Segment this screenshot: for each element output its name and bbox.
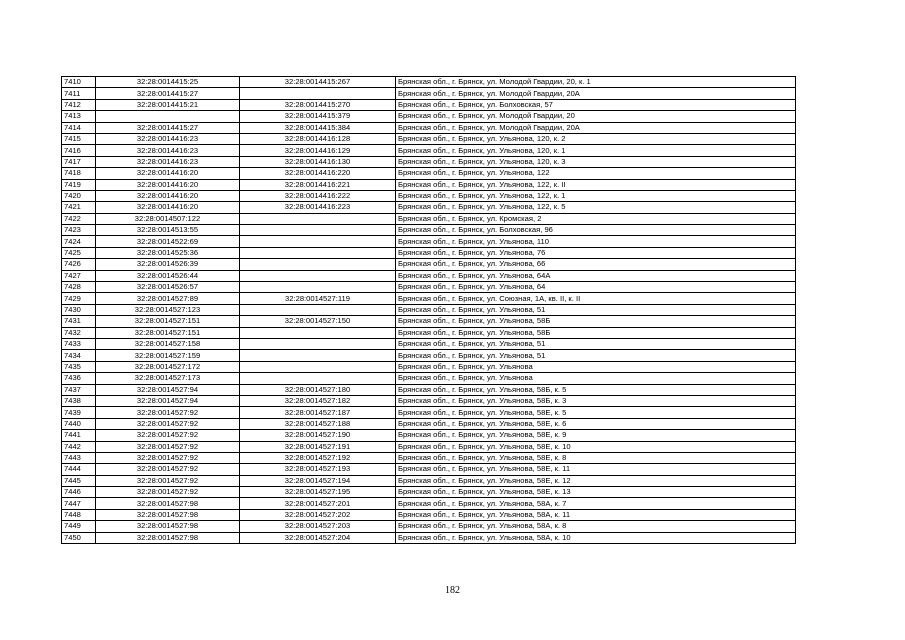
object-cadastral-number-cell: 32:28:0014527:192 xyxy=(240,452,396,463)
object-cadastral-number-cell: 32:28:0014416:129 xyxy=(240,145,396,156)
object-cadastral-number-cell: 32:28:0014527:191 xyxy=(240,441,396,452)
cadastral-number-cell: 32:28:0014527:92 xyxy=(96,441,240,452)
address-cell: Брянская обл., г. Брянск, ул. Ульянова xyxy=(396,361,796,372)
row-number-cell: 7417 xyxy=(62,156,96,167)
row-number-cell: 7418 xyxy=(62,168,96,179)
address-cell: Брянская обл., г. Брянск, ул. Ульянова, 64 xyxy=(396,282,796,293)
address-cell: Брянская обл., г. Брянск, ул. Молодой Гвардии, 20 xyxy=(396,111,796,122)
row-number-cell: 7444 xyxy=(62,464,96,475)
row-number-cell: 7412 xyxy=(62,99,96,110)
table-row xyxy=(62,475,796,486)
row-number-cell: 7423 xyxy=(62,225,96,236)
row-number-cell: 7436 xyxy=(62,373,96,384)
address-cell: Брянская обл., г. Брянск, ул. Ульянова, 58Е, к. 10 xyxy=(396,441,796,452)
object-cadastral-number-cell xyxy=(240,304,396,315)
row-number-cell: 7424 xyxy=(62,236,96,247)
cadastral-number-cell: 32:28:0014527:92 xyxy=(96,487,240,498)
cadastral-number-cell: 32:28:0014415:25 xyxy=(96,77,240,88)
table-row xyxy=(62,327,796,338)
address-cell: Брянская обл., г. Брянск, ул. Ульянова, 58Е, к. 12 xyxy=(396,475,796,486)
cadastral-number-cell: 32:28:0014527:92 xyxy=(96,475,240,486)
cadastral-number-cell: 32:28:0014526:57 xyxy=(96,282,240,293)
table-row xyxy=(62,190,796,201)
address-cell: Брянская обл., г. Брянск, ул. Ульянова, 58Б, к. 3 xyxy=(396,395,796,406)
object-cadastral-number-cell: 32:28:0014416:222 xyxy=(240,190,396,201)
cadastral-number-cell: 32:28:0014527:173 xyxy=(96,373,240,384)
address-cell: Брянская обл., г. Брянск, ул. Молодой Гвардии, 20А xyxy=(396,88,796,99)
cadastral-number-cell: 32:28:0014527:89 xyxy=(96,293,240,304)
cadastral-number-cell: 32:28:0014415:21 xyxy=(96,99,240,110)
table-row xyxy=(62,338,796,349)
address-cell: Брянская обл., г. Брянск, ул. Молодой Гвардии, 20, к. 1 xyxy=(396,77,796,88)
address-cell: Брянская обл., г. Брянск, ул. Ульянова, 51 xyxy=(396,350,796,361)
object-cadastral-number-cell: 32:28:0014416:223 xyxy=(240,202,396,213)
row-number-cell: 7450 xyxy=(62,532,96,543)
table-row xyxy=(62,532,796,543)
row-number-cell: 7433 xyxy=(62,338,96,349)
row-number-cell: 7442 xyxy=(62,441,96,452)
address-cell: Брянская обл., г. Брянск, ул. Болховская, 96 xyxy=(396,225,796,236)
cadastral-number-cell: 32:28:0014526:44 xyxy=(96,270,240,281)
address-cell: Брянская обл., г. Брянск, ул. Ульянова, 58Б xyxy=(396,327,796,338)
table-row xyxy=(62,145,796,156)
address-cell: Брянская обл., г. Брянск, ул. Ульянова, 76 xyxy=(396,247,796,258)
row-number-cell: 7426 xyxy=(62,259,96,270)
cadastral-number-cell: 32:28:0014527:94 xyxy=(96,384,240,395)
address-cell: Брянская обл., г. Брянск, ул. Ульянова, 51 xyxy=(396,338,796,349)
table-row xyxy=(62,247,796,258)
object-cadastral-number-cell: 32:28:0014527:195 xyxy=(240,487,396,498)
address-cell: Брянская обл., г. Брянск, ул. Ульянова, 58Е, к. 9 xyxy=(396,430,796,441)
object-cadastral-number-cell xyxy=(240,270,396,281)
row-number-cell: 7410 xyxy=(62,77,96,88)
cadastral-number-cell: 32:28:0014527:92 xyxy=(96,464,240,475)
table-row xyxy=(62,521,796,532)
table-row xyxy=(62,441,796,452)
cadastral-number-cell: 32:28:0014416:20 xyxy=(96,168,240,179)
registry-table xyxy=(61,76,796,544)
table-row xyxy=(62,395,796,406)
row-number-cell: 7441 xyxy=(62,430,96,441)
object-cadastral-number-cell: 32:28:0014416:221 xyxy=(240,179,396,190)
address-cell: Брянская обл., г. Брянск, ул. Молодой Гвардии, 20А xyxy=(396,122,796,133)
table-row xyxy=(62,430,796,441)
cadastral-number-cell: 32:28:0014527:98 xyxy=(96,509,240,520)
object-cadastral-number-cell xyxy=(240,213,396,224)
address-cell: Брянская обл., г. Брянск, ул. Болховская, 57 xyxy=(396,99,796,110)
row-number-cell: 7439 xyxy=(62,407,96,418)
cadastral-number-cell: 32:28:0014526:39 xyxy=(96,259,240,270)
row-number-cell: 7445 xyxy=(62,475,96,486)
table-row xyxy=(62,236,796,247)
address-cell: Брянская обл., г. Брянск, ул. Ульянова, 122, к. 1 xyxy=(396,190,796,201)
row-number-cell: 7432 xyxy=(62,327,96,338)
cadastral-number-cell: 32:28:0014416:20 xyxy=(96,202,240,213)
object-cadastral-number-cell xyxy=(240,327,396,338)
row-number-cell: 7438 xyxy=(62,395,96,406)
address-cell: Брянская обл., г. Брянск, ул. Ульянова, 122, к. 5 xyxy=(396,202,796,213)
object-cadastral-number-cell: 32:28:0014527:119 xyxy=(240,293,396,304)
table-row xyxy=(62,202,796,213)
table-row xyxy=(62,316,796,327)
address-cell: Брянская обл., г. Брянск, ул. Ульянова, 58А, к. 10 xyxy=(396,532,796,543)
row-number-cell: 7447 xyxy=(62,498,96,509)
table-row xyxy=(62,99,796,110)
row-number-cell: 7437 xyxy=(62,384,96,395)
row-number-cell: 7427 xyxy=(62,270,96,281)
address-cell: Брянская обл., г. Брянск, ул. Союзная, 1А, кв. II, к. II xyxy=(396,293,796,304)
table-row xyxy=(62,350,796,361)
row-number-cell: 7448 xyxy=(62,509,96,520)
object-cadastral-number-cell: 32:28:0014527:150 xyxy=(240,316,396,327)
address-cell: Брянская обл., г. Брянск, ул. Ульянова, 64А xyxy=(396,270,796,281)
table-row xyxy=(62,418,796,429)
cadastral-number-cell: 32:28:0014527:98 xyxy=(96,532,240,543)
cadastral-number-cell: 32:28:0014527:159 xyxy=(96,350,240,361)
address-cell: Брянская обл., г. Брянск, ул. Ульянова, 58Е, к. 5 xyxy=(396,407,796,418)
table-row xyxy=(62,111,796,122)
cadastral-number-cell: 32:28:0014527:98 xyxy=(96,521,240,532)
cadastral-number-cell: 32:28:0014527:123 xyxy=(96,304,240,315)
address-cell: Брянская обл., г. Брянск, ул. Ульянова, 122 xyxy=(396,168,796,179)
address-cell: Брянская обл., г. Брянск, ул. Ульянова, 51 xyxy=(396,304,796,315)
address-cell: Брянская обл., г. Брянск, ул. Ульянова, 58А, к. 8 xyxy=(396,521,796,532)
address-cell: Брянская обл., г. Брянск, ул. Ульянова, 120, к. 1 xyxy=(396,145,796,156)
table-row xyxy=(62,498,796,509)
address-cell: Брянская обл., г. Брянск, ул. Ульянова, 58А, к. 11 xyxy=(396,509,796,520)
cadastral-number-cell: 32:28:0014416:23 xyxy=(96,145,240,156)
table-row xyxy=(62,88,796,99)
object-cadastral-number-cell: 32:28:0014527:187 xyxy=(240,407,396,418)
address-cell: Брянская обл., г. Брянск, ул. Ульянова, 66 xyxy=(396,259,796,270)
table-row xyxy=(62,168,796,179)
cadastral-number-cell: 32:28:0014527:92 xyxy=(96,430,240,441)
row-number-cell: 7416 xyxy=(62,145,96,156)
cadastral-number-cell: 32:28:0014416:23 xyxy=(96,156,240,167)
address-cell: Брянская обл., г. Брянск, ул. Ульянова, 58Б, к. 5 xyxy=(396,384,796,395)
row-number-cell: 7414 xyxy=(62,122,96,133)
address-cell: Брянская обл., г. Брянск, ул. Ульянова xyxy=(396,373,796,384)
object-cadastral-number-cell: 32:28:0014527:203 xyxy=(240,521,396,532)
object-cadastral-number-cell xyxy=(240,236,396,247)
address-cell: Брянская обл., г. Брянск, ул. Ульянова, 120, к. 3 xyxy=(396,156,796,167)
table-row xyxy=(62,464,796,475)
row-number-cell: 7425 xyxy=(62,247,96,258)
table-row xyxy=(62,361,796,372)
object-cadastral-number-cell: 32:28:0014527:190 xyxy=(240,430,396,441)
row-number-cell: 7434 xyxy=(62,350,96,361)
cadastral-number-cell: 32:28:0014527:92 xyxy=(96,452,240,463)
object-cadastral-number-cell xyxy=(240,338,396,349)
object-cadastral-number-cell xyxy=(240,225,396,236)
object-cadastral-number-cell: 32:28:0014415:270 xyxy=(240,99,396,110)
cadastral-number-cell: 32:28:0014416:23 xyxy=(96,133,240,144)
cadastral-number-cell: 32:28:0014527:98 xyxy=(96,498,240,509)
object-cadastral-number-cell: 32:28:0014527:188 xyxy=(240,418,396,429)
row-number-cell: 7413 xyxy=(62,111,96,122)
row-number-cell: 7422 xyxy=(62,213,96,224)
object-cadastral-number-cell: 32:28:0014415:267 xyxy=(240,77,396,88)
address-cell: Брянская обл., г. Брянск, ул. Ульянова, 58Е, к. 8 xyxy=(396,452,796,463)
row-number-cell: 7446 xyxy=(62,487,96,498)
cadastral-number-cell: 32:28:0014507:122 xyxy=(96,213,240,224)
object-cadastral-number-cell: 32:28:0014415:384 xyxy=(240,122,396,133)
object-cadastral-number-cell: 32:28:0014527:193 xyxy=(240,464,396,475)
address-cell: Брянская обл., г. Брянск, ул. Кромская, 2 xyxy=(396,213,796,224)
object-cadastral-number-cell xyxy=(240,247,396,258)
object-cadastral-number-cell: 32:28:0014527:182 xyxy=(240,395,396,406)
cadastral-number-cell: 32:28:0014527:92 xyxy=(96,407,240,418)
row-number-cell: 7449 xyxy=(62,521,96,532)
address-cell: Брянская обл., г. Брянск, ул. Ульянова, 58А, к. 7 xyxy=(396,498,796,509)
address-cell: Брянская обл., г. Брянск, ул. Ульянова, 120, к. 2 xyxy=(396,133,796,144)
object-cadastral-number-cell: 32:28:0014527:194 xyxy=(240,475,396,486)
cadastral-number-cell: 32:28:0014527:151 xyxy=(96,316,240,327)
object-cadastral-number-cell: 32:28:0014416:128 xyxy=(240,133,396,144)
address-cell: Брянская обл., г. Брянск, ул. Ульянова, 58Е, к. 6 xyxy=(396,418,796,429)
address-cell: Брянская обл., г. Брянск, ул. Ульянова, 110 xyxy=(396,236,796,247)
object-cadastral-number-cell xyxy=(240,350,396,361)
table-row xyxy=(62,293,796,304)
cadastral-number-cell xyxy=(96,111,240,122)
table-row xyxy=(62,122,796,133)
address-cell: Брянская обл., г. Брянск, ул. Ульянова, 58Е, к. 11 xyxy=(396,464,796,475)
table-row xyxy=(62,373,796,384)
object-cadastral-number-cell: 32:28:0014415:379 xyxy=(240,111,396,122)
object-cadastral-number-cell xyxy=(240,259,396,270)
row-number-cell: 7419 xyxy=(62,179,96,190)
table-row xyxy=(62,156,796,167)
table-row xyxy=(62,304,796,315)
cadastral-number-cell: 32:28:0014415:27 xyxy=(96,122,240,133)
cadastral-number-cell: 32:28:0014522:69 xyxy=(96,236,240,247)
address-cell: Брянская обл., г. Брянск, ул. Ульянова, 58Б xyxy=(396,316,796,327)
object-cadastral-number-cell: 32:28:0014416:130 xyxy=(240,156,396,167)
address-cell: Брянская обл., г. Брянск, ул. Ульянова, 122, к. II xyxy=(396,179,796,190)
object-cadastral-number-cell xyxy=(240,361,396,372)
object-cadastral-number-cell: 32:28:0014527:202 xyxy=(240,509,396,520)
row-number-cell: 7428 xyxy=(62,282,96,293)
row-number-cell: 7420 xyxy=(62,190,96,201)
address-cell: Брянская обл., г. Брянск, ул. Ульянова, 58Е, к. 13 xyxy=(396,487,796,498)
table-row xyxy=(62,179,796,190)
object-cadastral-number-cell xyxy=(240,282,396,293)
cadastral-number-cell: 32:28:0014415:27 xyxy=(96,88,240,99)
row-number-cell: 7435 xyxy=(62,361,96,372)
object-cadastral-number-cell: 32:28:0014527:204 xyxy=(240,532,396,543)
object-cadastral-number-cell xyxy=(240,88,396,99)
row-number-cell: 7421 xyxy=(62,202,96,213)
row-number-cell: 7429 xyxy=(62,293,96,304)
table-row xyxy=(62,225,796,236)
cadastral-number-cell: 32:28:0014416:20 xyxy=(96,190,240,201)
row-number-cell: 7431 xyxy=(62,316,96,327)
row-number-cell: 7440 xyxy=(62,418,96,429)
object-cadastral-number-cell: 32:28:0014416:220 xyxy=(240,168,396,179)
row-number-cell: 7443 xyxy=(62,452,96,463)
page-number: 182 xyxy=(445,585,460,596)
registry-table-body xyxy=(62,77,796,544)
row-number-cell: 7411 xyxy=(62,88,96,99)
table-row xyxy=(62,133,796,144)
table-row xyxy=(62,452,796,463)
row-number-cell: 7415 xyxy=(62,133,96,144)
table-row xyxy=(62,384,796,395)
cadastral-number-cell: 32:28:0014527:92 xyxy=(96,418,240,429)
table-row xyxy=(62,270,796,281)
table-row xyxy=(62,487,796,498)
object-cadastral-number-cell: 32:28:0014527:180 xyxy=(240,384,396,395)
object-cadastral-number-cell xyxy=(240,373,396,384)
cadastral-number-cell: 32:28:0014527:172 xyxy=(96,361,240,372)
row-number-cell: 7430 xyxy=(62,304,96,315)
table-row xyxy=(62,282,796,293)
cadastral-number-cell: 32:28:0014527:151 xyxy=(96,327,240,338)
table-row xyxy=(62,77,796,88)
table-row xyxy=(62,509,796,520)
cadastral-number-cell: 32:28:0014513:55 xyxy=(96,225,240,236)
table-row xyxy=(62,407,796,418)
table-row xyxy=(62,213,796,224)
cadastral-number-cell: 32:28:0014527:158 xyxy=(96,338,240,349)
object-cadastral-number-cell: 32:28:0014527:201 xyxy=(240,498,396,509)
cadastral-number-cell: 32:28:0014525:36 xyxy=(96,247,240,258)
cadastral-number-cell: 32:28:0014416:20 xyxy=(96,179,240,190)
cadastral-number-cell: 32:28:0014527:94 xyxy=(96,395,240,406)
table-row xyxy=(62,259,796,270)
